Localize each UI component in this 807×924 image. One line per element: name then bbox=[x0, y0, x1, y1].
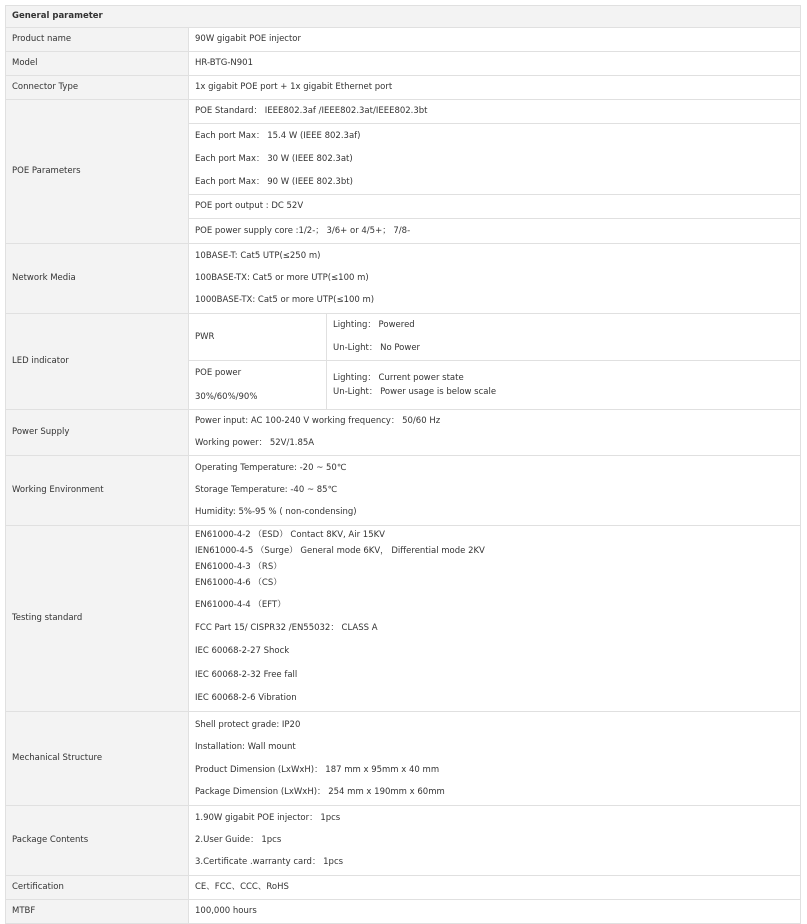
row-label: Model bbox=[6, 52, 189, 76]
mechanical-line: Installation: Wall mount bbox=[195, 742, 296, 753]
poe-parameters-cell bbox=[189, 100, 801, 244]
poe-standard bbox=[189, 100, 800, 124]
row-value: 100,000 hours bbox=[189, 900, 801, 924]
mechanical-line: Shell protect grade: IP20 bbox=[195, 719, 301, 730]
testing-line: EN61000-4-2 （ESD） Contact 8KV, Air 15KV bbox=[195, 529, 385, 540]
working-power: Working power： 52V/1.85A bbox=[195, 438, 315, 449]
poe-core bbox=[189, 219, 800, 243]
port-max-line: Each port Max： 30 W (IEEE 802.3at) bbox=[195, 153, 353, 164]
row-label: Network Media bbox=[6, 244, 189, 314]
table-row bbox=[6, 526, 801, 712]
row-label: Connector Type bbox=[6, 76, 189, 100]
table-header-row bbox=[6, 6, 801, 28]
row-value bbox=[189, 526, 801, 712]
table-row bbox=[6, 806, 801, 876]
testing-line: EN61000-4-6 （CS） bbox=[195, 577, 282, 588]
poe-standard-text: POE Standard： IEEE802.3af /IEEE802.3at/IEEE802.3bt bbox=[195, 106, 428, 117]
table-row bbox=[6, 456, 801, 526]
led-poe-state-cell bbox=[327, 361, 800, 409]
led-pwr-name: PWR bbox=[195, 331, 215, 342]
environment-line: Storage Temperature: -40 ~ 85℃ bbox=[195, 485, 338, 496]
led-poe-name: POE power bbox=[195, 367, 242, 378]
table-row bbox=[6, 100, 801, 244]
package-line: 1.90W gigabit POE injector： 1pcs bbox=[195, 813, 341, 824]
package-line: 3.Certificate .warranty card： 1pcs bbox=[195, 857, 344, 868]
table-row bbox=[6, 410, 801, 456]
led-pwr-lighting: Lighting： Powered bbox=[333, 320, 415, 331]
row-label: Testing standard bbox=[6, 526, 189, 712]
row-label: LED indicator bbox=[6, 314, 189, 410]
led-poe-name-cell bbox=[189, 361, 327, 409]
network-media-line: 10BASE-T: Cat5 UTP(≤250 m) bbox=[195, 251, 321, 262]
row-label: Power Supply bbox=[6, 410, 189, 456]
table-header: General parameter bbox=[6, 6, 801, 28]
spec-table-wrapper bbox=[5, 5, 800, 924]
network-media-line: 100BASE-TX: Cat5 or more UTP(≤100 m) bbox=[195, 273, 369, 284]
row-value bbox=[189, 456, 801, 526]
row-label: POE Parameters bbox=[6, 100, 189, 244]
row-value bbox=[189, 410, 801, 456]
row-value: 90W gigabit POE injector bbox=[189, 28, 801, 52]
led-pwr-state-cell bbox=[327, 314, 800, 361]
row-label: MTBF bbox=[6, 900, 189, 924]
row-value: CE、FCC、CCC、RoHS bbox=[189, 876, 801, 900]
testing-line: IEC 60068-2-32 Free fall bbox=[195, 669, 298, 680]
poe-core-text: POE power supply core :1/2-； 3/6+ or 4/5+； 7/8- bbox=[195, 225, 411, 236]
row-value bbox=[189, 806, 801, 876]
row-value: 1x gigabit POE port + 1x gigabit Ethernet port bbox=[189, 76, 801, 100]
led-poe-unlight: Un-Light： Power usage is below scale bbox=[333, 387, 497, 397]
package-line: 2.User Guide： 1pcs bbox=[195, 835, 282, 846]
power-input: Power input: AC 100-240 V working frequency： 50/60 Hz bbox=[195, 416, 441, 427]
row-label: Product name bbox=[6, 28, 189, 52]
led-indicator-cell bbox=[189, 314, 801, 410]
table-row bbox=[6, 314, 801, 410]
row-value: HR-BTG-N901 bbox=[189, 52, 801, 76]
poe-output-text: POE port output : DC 52V bbox=[195, 201, 304, 212]
led-pwr-unlight: Un-Light： No Power bbox=[333, 343, 421, 354]
table-row bbox=[6, 244, 801, 314]
testing-line: EN61000-4-4 （EFT） bbox=[195, 600, 286, 610]
spec-table bbox=[5, 5, 801, 924]
environment-line: Humidity: 5%-95 % ( non-condensing) bbox=[195, 507, 357, 518]
testing-line: FCC Part 15/ CISPR32 /EN55032： CLASS A bbox=[195, 623, 378, 634]
row-value bbox=[189, 244, 801, 314]
table-row bbox=[6, 52, 801, 76]
mechanical-line: Product Dimension (LxWxH)： 187 mm x 95mm x 40 mm bbox=[195, 764, 440, 775]
row-label: Mechanical Structure bbox=[6, 712, 189, 806]
row-value bbox=[189, 712, 801, 806]
row-label: Working Environment bbox=[6, 456, 189, 526]
led-poe-levels: 30%/60%/90% bbox=[195, 391, 258, 402]
row-label: Certification bbox=[6, 876, 189, 900]
poe-port-max bbox=[189, 124, 800, 195]
row-label: Package Contents bbox=[6, 806, 189, 876]
table-row bbox=[6, 876, 801, 900]
testing-line: IEC 60068-2-6 Vibration bbox=[195, 692, 297, 703]
table-row bbox=[6, 28, 801, 52]
testing-line: IEC 60068-2-27 Shock bbox=[195, 646, 290, 657]
testing-line: EN61000-4-3 （RS） bbox=[195, 561, 282, 572]
environment-line: Operating Temperature: -20 ~ 50℃ bbox=[195, 463, 347, 474]
mechanical-line: Package Dimension (LxWxH)： 254 mm x 190mm x 60mm bbox=[195, 787, 445, 798]
table-row bbox=[6, 76, 801, 100]
testing-line: IEN61000-4-5 （Surge） General mode 6KV， Differential mode 2KV bbox=[195, 545, 485, 556]
poe-output bbox=[189, 195, 800, 219]
network-media-line: 1000BASE-TX: Cat5 or more UTP(≤100 m) bbox=[195, 295, 375, 306]
port-max-line: Each port Max： 15.4 W (IEEE 802.3af) bbox=[195, 130, 361, 141]
led-pwr-name-cell bbox=[189, 314, 327, 361]
led-poe-lighting: Lighting： Current power state bbox=[333, 372, 464, 383]
table-row bbox=[6, 712, 801, 806]
port-max-line: Each port Max： 90 W (IEEE 802.3bt) bbox=[195, 177, 353, 188]
